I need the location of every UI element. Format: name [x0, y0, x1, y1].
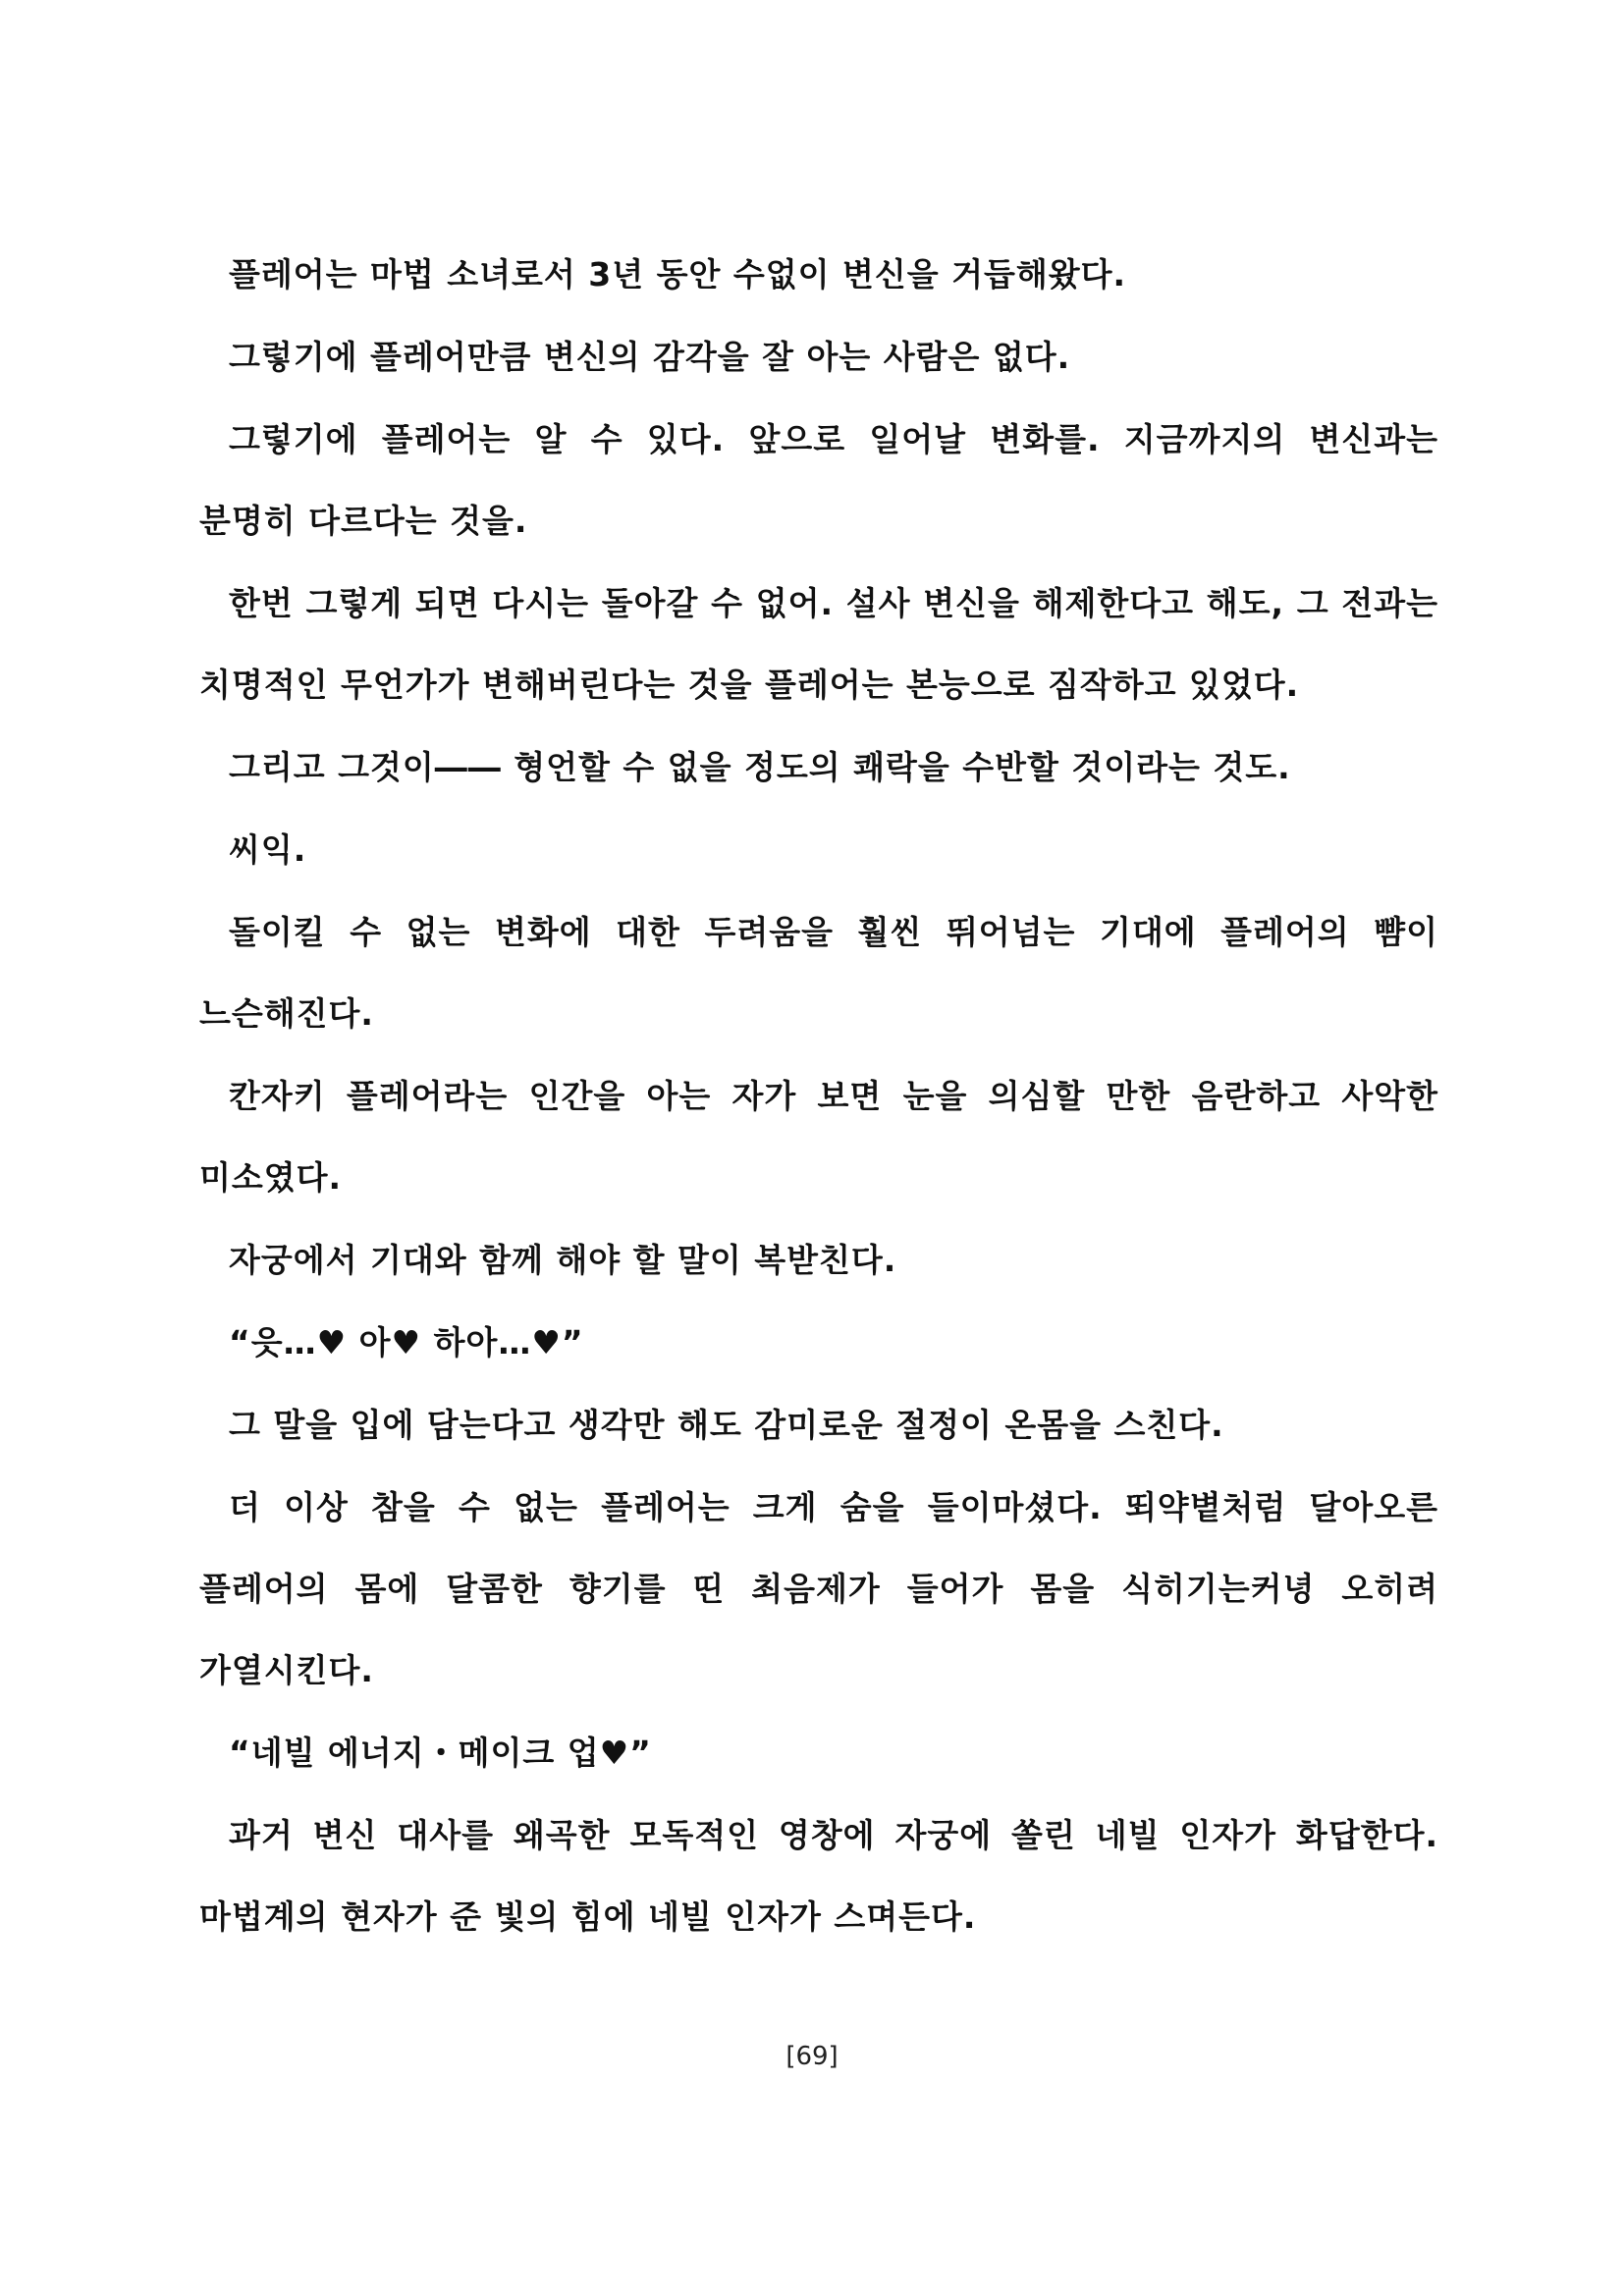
paragraph-11: 그 말을 입에 담는다고 생각만 해도 감미로운 절정이 온몸을 스친다. [229, 1406, 1224, 1444]
paragraph-9: 자궁에서 기대와 함께 해야 할 말이 복받친다. [229, 1241, 897, 1279]
paragraph-12: 더 이상 참을 수 없는 플레어는 크게 숨을 들이마셨다. 뙤약볕처럼 달아오른 플레어의 몸에 달콤한 향기를 띤 최음제가 들어가 몸을 식히기는커녕 오히려 가열시킨다. [199, 1488, 1438, 1689]
paragraph-7: 돌이킬 수 없는 변화에 대한 두려움을 훨씬 뛰어넘는 기대에 플레어의 뺨이 느슨해진다. [199, 913, 1438, 1033]
page-number: [69] [785, 2042, 839, 2071]
paragraph-3: 그렇기에 플레어는 알 수 있다. 앞으로 일어날 변화를. 지금까지의 변신과는 분명히 다르다는 것을. [199, 420, 1438, 540]
body-text [199, 234, 1438, 1958]
paragraph-2: 그렇기에 플레어만큼 변신의 감각을 잘 아는 사람은 없다. [229, 338, 1071, 376]
paragraph-14: 과거 변신 대사를 왜곡한 모독적인 영창에 자궁에 쏠린 네빌 인자가 화답한다. 마법계의 현자가 준 빛의 힘에 네빌 인자가 스며든다. [199, 1816, 1438, 1936]
paragraph-13: “네빌 에너지・메이크 업♥” [229, 1734, 652, 1772]
paragraph-1: 플레어는 마법 소녀로서 3년 동안 수없이 변신을 거듭해왔다. [229, 255, 1126, 294]
paragraph-6: 씨익. [229, 830, 307, 869]
paragraph-10: “읏…♥ 아♥ 하아…♥” [229, 1323, 584, 1362]
paragraph-5: 그리고 그것이―― 형언할 수 없을 정도의 쾌락을 수반할 것이라는 것도. [229, 748, 1291, 786]
paragraph-8: 칸자키 플레어라는 인간을 아는 자가 보면 눈을 의심할 만한 음란하고 사악한 미소였다. [199, 1077, 1438, 1197]
paragraph-4: 한번 그렇게 되면 다시는 돌아갈 수 없어. 설사 변신을 해제한다고 해도, 그 전과는 치명적인 무언가가 변해버린다는 것을 플레어는 본능으로 짐작하고 있었다. [199, 584, 1438, 704]
